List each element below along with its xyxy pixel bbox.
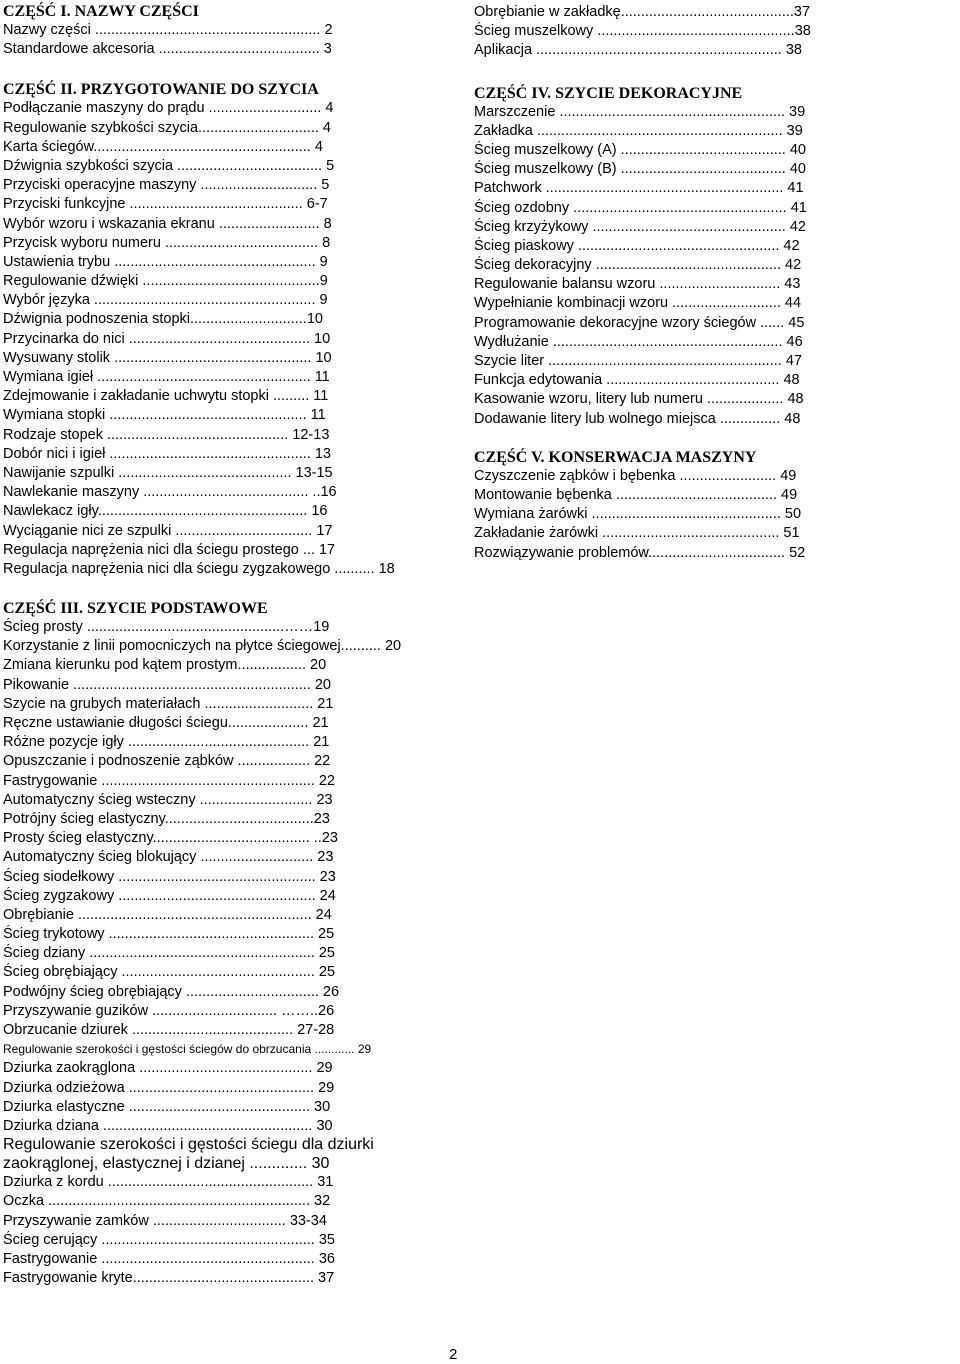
toc-entry: Korzystanie z linii pomocniczych na płytce ściegowej.......... 20 xyxy=(3,638,402,655)
toc-entry: Wybór języka ....................................................... 9 xyxy=(3,292,328,309)
toc-entry: Ścieg ozdobny ..................................................... 41 xyxy=(474,199,807,216)
toc-entry: Przyciski funkcyjne ........................................... 6-7 xyxy=(3,196,328,213)
toc-section-part-2 xyxy=(3,80,443,579)
toc-entry: Fastrygowanie ..................................................... 22 xyxy=(3,772,335,789)
section-heading: CZĘŚĆ V. KONSERWACJA MASZYNY xyxy=(474,448,757,466)
section-heading: CZĘŚĆ IV. SZYCIE DEKORACYJNE xyxy=(474,84,743,102)
toc-entry: Obrębianie w zakładkę...........................................37 xyxy=(474,4,811,20)
toc-entry: Wysuwany stolik ................................................. 10 xyxy=(3,349,332,366)
toc-entry: Regulowanie szerokości i gęstości ściegu dla dziurki zaokrąglonej, elastycznej i dzianej ............. 30 xyxy=(3,1136,374,1172)
toc-section-continued xyxy=(474,3,956,61)
toc-entry: Regulowanie balansu wzoru .............................. 43 xyxy=(474,276,801,293)
section-heading: CZĘŚĆ III. SZYCIE PODSTAWOWE xyxy=(3,600,268,618)
toc-entry: Regulacja naprężenia nici dla ściegu zygzakowego .......... 18 xyxy=(3,560,395,577)
toc-entry: Dźwignia szybkości szycia .................................... 5 xyxy=(3,157,335,174)
toc-entry: Prosty ścieg elastyczny....................................... ..23 xyxy=(3,830,338,847)
toc-entry: Ścieg dziany ........................................................ 25 xyxy=(3,945,335,962)
toc-entry: Ścieg dekoracyjny .............................................. 42 xyxy=(474,257,802,274)
toc-entry: Zakładka ............................................................. 39 xyxy=(474,122,803,139)
toc-entry: Ścieg muszelkowy (B) ......................................... 40 xyxy=(474,161,806,178)
toc-entry: Podłączanie maszyny do prądu ............................ 4 xyxy=(3,100,334,117)
toc-entry: Regulowanie dźwięki ............................................9 xyxy=(3,273,328,290)
toc-entry: Dziurka zaokrąglona ........................................... 29 xyxy=(3,1060,333,1077)
toc-entry: Dodawanie litery lub wolnego miejsca ............... 48 xyxy=(474,410,801,427)
toc-entry: Aplikacja ............................................................. 38 xyxy=(474,42,802,59)
toc-section-part-4 xyxy=(474,84,956,429)
toc-entry: Pikowanie ........................................................... 20 xyxy=(3,676,331,693)
toc-entry: Wydłużanie ......................................................... 46 xyxy=(474,333,803,350)
toc-section-part-1 xyxy=(3,2,443,59)
toc-entry: Przyszywanie guzików ............................... ……..26 xyxy=(3,1002,335,1019)
toc-entry: Standardowe akcesoria ........................................ 3 xyxy=(3,41,332,58)
toc-entry: Podwójny ścieg obrębiający ................................. 26 xyxy=(3,983,340,1000)
toc-entry: Wymiana żarówki ............................................... 50 xyxy=(474,506,802,523)
toc-entry: Opuszczanie i podnoszenie ząbków .................. 22 xyxy=(3,753,331,770)
toc-entry: Dobór nici i igieł .................................................. 13 xyxy=(3,445,331,462)
toc-entry: Ścieg siodełkowy ................................................. 23 xyxy=(3,868,336,885)
toc-left-column xyxy=(3,0,443,1288)
toc-entry: Rozwiązywanie problemów.................................. 52 xyxy=(474,544,806,561)
toc-right-column xyxy=(474,0,956,563)
toc-entry: Zmiana kierunku pod kątem prostym................. 20 xyxy=(3,657,327,674)
toc-entry: Nawijanie szpulki ........................................... 13-15 xyxy=(3,464,333,481)
toc-entry: Przyszywanie zamków ................................. 33-34 xyxy=(3,1212,327,1229)
toc-entry: Przyciski operacyjne maszyny ............................. 5 xyxy=(3,177,330,194)
toc-entry: Wyciąganie nici ze szpulki .................................. 17 xyxy=(3,522,333,539)
toc-entry: Ustawienia trybu .................................................. 9 xyxy=(3,253,328,270)
toc-entry: Ścieg prosty .................................................……19 xyxy=(3,619,330,636)
page-number: 2 xyxy=(449,1346,458,1363)
toc-entry: Fastrygowanie kryte............................................. 37 xyxy=(3,1270,335,1287)
toc-section-part-5 xyxy=(474,448,956,563)
toc-entry: Zakładanie żarówki ............................................ 51 xyxy=(474,525,800,542)
toc-entry: Nawlekanie maszyny ......................................... ..16 xyxy=(3,484,337,501)
toc-entry: Ścieg trykotowy ................................................... 25 xyxy=(3,926,335,943)
toc-entry: Ścieg krzyżykowy ................................................ 42 xyxy=(474,218,806,235)
toc-entry: Potrójny ścieg elastyczny.....................................23 xyxy=(3,810,330,827)
toc-entry: Zdejmowanie i zakładanie uchwytu stopki ......... 11 xyxy=(3,388,329,405)
toc-entry: Kasowanie wzoru, litery lub numeru ................... 48 xyxy=(474,391,804,408)
toc-entry: Szycie na grubych materiałach ........................... 21 xyxy=(3,695,334,712)
toc-entry: Ścieg obrębiający ................................................ 25 xyxy=(3,964,336,981)
toc-entry: Ścieg cerujący ..................................................... 35 xyxy=(3,1231,335,1248)
toc-entry: Dziurka z kordu ................................................... 31 xyxy=(3,1174,334,1191)
toc-entry: Wymiana igieł ..................................................... 11 xyxy=(3,369,330,385)
toc-entry: Wybór wzoru i wskazania ekranu ......................... 8 xyxy=(3,215,332,232)
toc-entry: Różne pozycje igły ............................................. 21 xyxy=(3,734,330,751)
toc-entry: Automatyczny ścieg wsteczny ............................ 23 xyxy=(3,791,333,808)
toc-entry: Wypełnianie kombinacji wzoru ........................... 44 xyxy=(474,295,802,312)
toc-entry: Funkcja edytowania ........................................... 48 xyxy=(474,372,800,389)
toc-entry: Dziurka dziana .................................................... 30 xyxy=(3,1117,333,1134)
toc-entry: Ścieg piaskowy .................................................. 42 xyxy=(474,237,800,254)
toc-entry: Obrębianie .......................................................... 24 xyxy=(3,906,332,923)
toc-entry: Patchwork ........................................................... 41 xyxy=(474,180,804,197)
toc-entry: Automatyczny ścieg blokujący ............................ 23 xyxy=(3,849,334,866)
toc-entry: Szycie liter .......................................................... 47 xyxy=(474,353,802,369)
toc-entry: Regulowanie szybkości szycia.............................. 4 xyxy=(3,119,331,136)
toc-entry: Czyszczenie ząbków i bębenka ........................ 49 xyxy=(474,467,797,484)
toc-entry: Nazwy części ........................................................ 2 xyxy=(3,22,333,38)
toc-entry: Fastrygowanie ..................................................... 36 xyxy=(3,1250,335,1267)
section-heading: CZĘŚĆ I. NAZWY CZĘŚCI xyxy=(3,3,199,20)
toc-entry: Przycinarka do nici ............................................. 10 xyxy=(3,330,331,347)
toc-entry: Programowanie dekoracyjne wzory ściegów ...... 45 xyxy=(474,314,805,331)
toc-entry: Ręczne ustawianie długości ściegu.................... 21 xyxy=(3,715,329,731)
toc-entry: Karta ściegów...................................................... 4 xyxy=(3,138,323,155)
toc-entry: Obrzucanie dziurek ........................................ 27-28 xyxy=(3,1022,335,1038)
toc-entry: Regulowanie szerokości i gęstości ściegów do obrzucania ............ 29 xyxy=(3,1042,372,1057)
toc-entry: Wymiana stopki ................................................. 11 xyxy=(3,407,326,424)
toc-entry: Ścieg muszelkowy .................................................38 xyxy=(474,23,811,40)
toc-entry: Regulacja naprężenia nici dla ściegu prostego ... 17 xyxy=(3,541,336,558)
toc-entry: Dźwignia podnoszenia stopki.............................10 xyxy=(3,311,323,328)
toc-entry: Ścieg zygzakowy ................................................. 24 xyxy=(3,887,336,904)
toc-entry: Dziurka odzieżowa .............................................. 29 xyxy=(3,1079,335,1096)
toc-entry: Przycisk wyboru numeru ...................................... 8 xyxy=(3,234,331,251)
toc-entry: Rodzaje stopek ............................................. 12-13 xyxy=(3,426,330,443)
toc-entry: Dziurka elastyczne ............................................. 30 xyxy=(3,1098,331,1115)
section-heading: CZĘŚĆ II. PRZYGOTOWANIE DO SZYCIA xyxy=(3,81,319,99)
toc-entry: Marszczenie ........................................................ 39 xyxy=(474,103,806,120)
toc-entry: Montowanie bębenka ........................................ 49 xyxy=(474,486,798,503)
toc-entry: Ścieg muszelkowy (A) ......................................... 40 xyxy=(474,141,806,158)
toc-section-part-3 xyxy=(3,599,443,1288)
toc-entry: Oczka ................................................................. 32 xyxy=(3,1193,331,1210)
toc-entry: Nawlekacz igły.................................................... 16 xyxy=(3,503,328,520)
